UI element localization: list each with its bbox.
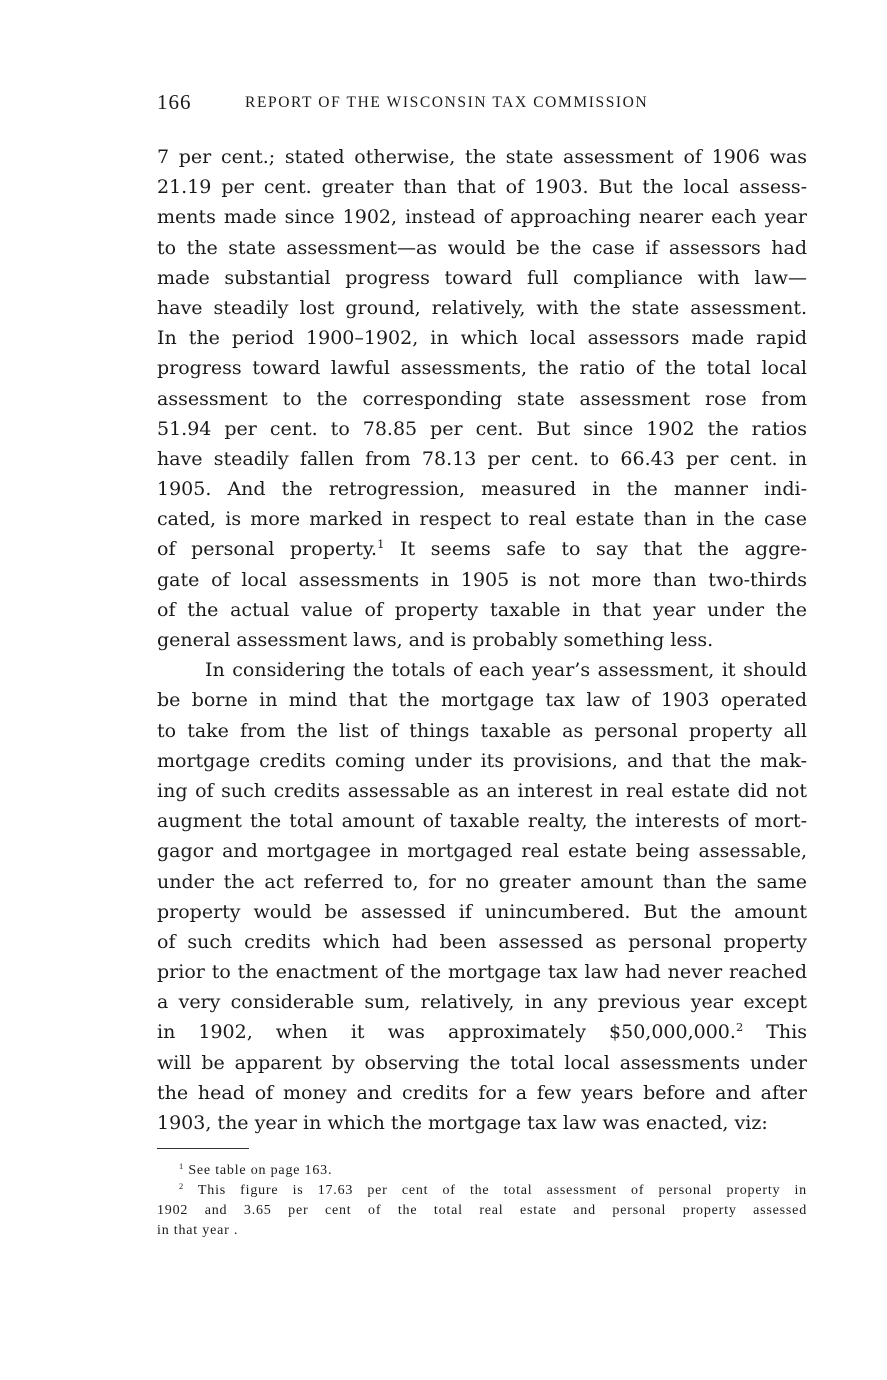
footnote-line: 1902 and 3.65 per cent of the total real estate and personal property assessed	[157, 1203, 807, 1218]
text-line: under the act referred to, for no greater amount than the same	[157, 870, 807, 893]
text-segment: in 1902, when it was approximately $50,000,000.	[157, 1021, 736, 1044]
text-line: In the period 1900–1902, in which local assessors made rapid	[157, 327, 807, 350]
text-line	[157, 534, 807, 564]
page-number: 166	[157, 90, 192, 114]
text-line: 21.19 per cent. greater than that of 1903. But the local assess-	[157, 176, 807, 199]
text-line: to the state assessment—as would be the case if assessors had	[157, 236, 807, 259]
text-segment: of personal property.	[157, 538, 378, 561]
text-line: gagor and mortgagee in mortgaged real estate being assessable,	[157, 840, 807, 863]
paragraph-2	[157, 655, 807, 1138]
text-line: prior to the enactment of the mortgage tax law had never reached	[157, 961, 807, 984]
text-line: 51.94 per cent. to 78.85 per cent. But since 1902 the ratios	[157, 417, 807, 440]
text-line: gate of local assessments in 1905 is not more than two-thirds	[157, 568, 807, 591]
footnote-divider	[157, 1148, 249, 1149]
footnote-1	[157, 1161, 807, 1181]
paragraph-1	[157, 142, 807, 655]
text-line: general assessment laws, and is probably something less.	[157, 629, 714, 651]
text-line: cated, is more marked in respect to real estate than in the case	[157, 508, 807, 531]
text-line: progress toward lawful assessments, the ratio of the total local	[157, 357, 807, 380]
footnote-line: in that year .	[157, 1223, 239, 1238]
footnote-reference-1[interactable]: 1	[377, 537, 385, 552]
text-line: made substantial progress toward full compliance with law—	[157, 266, 807, 289]
text-line: assessment to the corresponding state assessment rose from	[157, 387, 807, 410]
text-line: 1903, the year in which the mortgage tax law was enacted, viz:	[157, 1112, 768, 1134]
running-head-title: REPORT OF THE WISCONSIN TAX COMMISSION	[245, 94, 649, 111]
text-line: In considering the totals of each year’s assessment, it should	[205, 659, 807, 682]
body-text	[157, 142, 807, 1138]
text-line: ments made since 1902, instead of approaching nearer each year	[157, 206, 807, 229]
text-segment: This	[766, 1021, 807, 1044]
text-line: of such credits which had been assessed as personal property	[157, 930, 807, 953]
footnote-2	[157, 1181, 807, 1201]
text-line: will be apparent by observing the total local assessments under	[157, 1051, 807, 1074]
footnote-marker: 1	[179, 1161, 184, 1171]
text-line: ing of such credits assessable as an interest in real estate did not	[157, 779, 807, 802]
text-segment: It seems safe to say that the aggre-	[399, 538, 808, 561]
text-line: have steadily lost ground, relatively, with the state assessment.	[157, 296, 807, 319]
footnote-text: See table on page 163.	[188, 1163, 333, 1178]
text-line: be borne in mind that the mortgage tax law of 1903 operated	[157, 689, 807, 712]
text-line	[157, 1017, 807, 1047]
text-line: 7 per cent.; stated otherwise, the state assessment of 1906 was	[157, 146, 807, 168]
text-line: the head of money and credits for a few years before and after	[157, 1081, 807, 1104]
text-line: of the actual value of property taxable in that year under the	[157, 598, 807, 621]
text-line: 1905. And the retrogression, measured in the manner indi-	[157, 478, 807, 501]
footnote-marker: 2	[179, 1181, 184, 1191]
footnotes	[157, 1161, 807, 1241]
text-line: a very considerable sum, relatively, in any previous year except	[157, 991, 807, 1014]
running-head	[157, 90, 807, 120]
text-line: augment the total amount of taxable realty, the interests of mort-	[157, 810, 807, 833]
footnote-text: This figure is 17.63 per cent of the total assessment of personal property in	[197, 1183, 807, 1198]
text-line: property would be assessed if unincumbered. But the amount	[157, 900, 807, 923]
footnote-reference-2[interactable]: 2	[735, 1020, 744, 1035]
text-line: mortgage credits coming under its provisions, and that the mak-	[157, 749, 807, 772]
text-line: have steadily fallen from 78.13 per cent. to 66.43 per cent. in	[157, 447, 807, 470]
text-line: to take from the list of things taxable as personal property all	[157, 719, 807, 742]
